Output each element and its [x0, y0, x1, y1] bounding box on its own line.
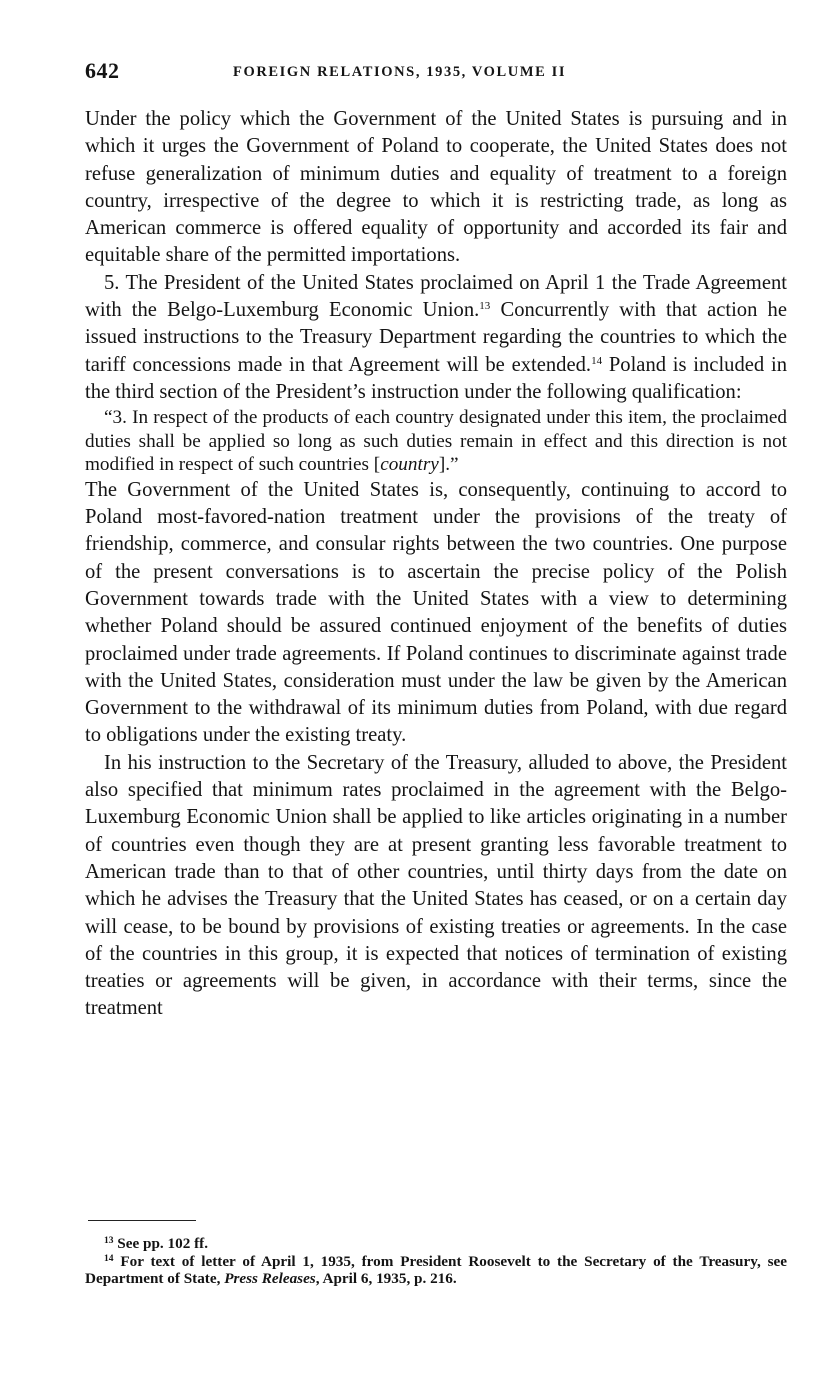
footnote-ref-13: 13: [479, 300, 491, 313]
quote-part-2: ].”: [438, 454, 459, 476]
footnote-13: [85, 1235, 787, 1253]
paragraph-1: Under the policy which the Government of the United States is pursuing and in which it urges the Government of Poland to cooperate, the United States does not refuse generalization of minimum duties and equality of treatment to a foreign country, irrespective of the degree to which it is restricting trade, as long as American commerce is offered equality of opportunity and accorded its fair and equitable share of the permitted importations.: [85, 108, 787, 267]
quote-italic: country: [380, 454, 439, 476]
page-number: 642: [85, 58, 120, 83]
page: [85, 58, 787, 1023]
paragraph-2-part-3: Poland is included in the third section of the President’s instruction under the following qualification:: [85, 353, 787, 403]
paragraph-4: In his instruction to the Secretary of the Treasury, alluded to above, the President also specified that minimum rates proclaimed in the agreement with the Belgo-Luxemburg Economic Union shall be applied to like articles originating in a number of countries even though they are at present granting less favorable treatment to American trade than to that of other countries, until thirty days from the date on which he advises the Treasury that the United States has ceased, or on a certain day will cease, to be bound by provisions of existing treaties or agreements. In the case of the countries in this group, it is expected that notices of termination of existing treaties or agreements will be given, in accordance with their terms, since the treatment: [85, 751, 787, 1020]
paragraph-2-part-1: 5. The President of the United States proclaimed on April 1 the Trade Agreement with the Belgo-Luxemburg Economic Union.: [85, 271, 787, 322]
footnote-14-part-1: For text of letter of April 1, 1935, from President Roosevelt to the Secretary of the Treasury, see Department of State,: [85, 1252, 788, 1287]
paragraph-2-part-2: Concurrently with that action he issued instructions to the Treasury Department regarding the countries to which the tariff concessions made in that Agreement will be extended.: [85, 299, 787, 376]
footnote-13-number: 13: [104, 1236, 114, 1246]
footnote-14-number: 14: [104, 1253, 114, 1264]
footnote-13-text: See pp. 102 ff.: [117, 1235, 208, 1252]
footnote-rule: [88, 1220, 196, 1221]
footnote-14: [85, 1253, 787, 1288]
block-quote: [85, 406, 787, 477]
footnote-ref-14: 14: [591, 354, 603, 367]
quote-part-1: “3. In respect of the products of each country designated under this item, the proclaimed duties shall be applied so long as such duties remain in effect and this direction is not modified in respect of such countries [: [85, 407, 787, 476]
running-head: FOREIGN RELATIONS, 1935, VOLUME II: [233, 64, 567, 80]
footnotes: [85, 1235, 787, 1288]
body-text: [85, 106, 787, 1023]
paragraph-3: The Government of the United States is, consequently, continuing to accord to Poland most-favored-nation treatment under the provisions of the treaty of friendship, commerce, and consular rights between the two countries. One purpose of the present conversations is to ascertain the precise policy of the Polish Government towards trade with the United States with a view to determining whether Poland should be assured continued enjoyment of the benefits of duties proclaimed under trade agreements. If Poland continues to discriminate against trade with the United States, consideration must under the law be given by the American Government to the withdrawal of its minimum duties from Poland, with due regard to obligations under the existing treaty.: [85, 478, 787, 747]
page-header: [85, 58, 787, 90]
footnote-14-part-2: , April 6, 1935, p. 216.: [315, 1270, 457, 1287]
paragraph-2: [85, 270, 787, 406]
footnote-14-italic: Press Releases: [224, 1270, 316, 1287]
